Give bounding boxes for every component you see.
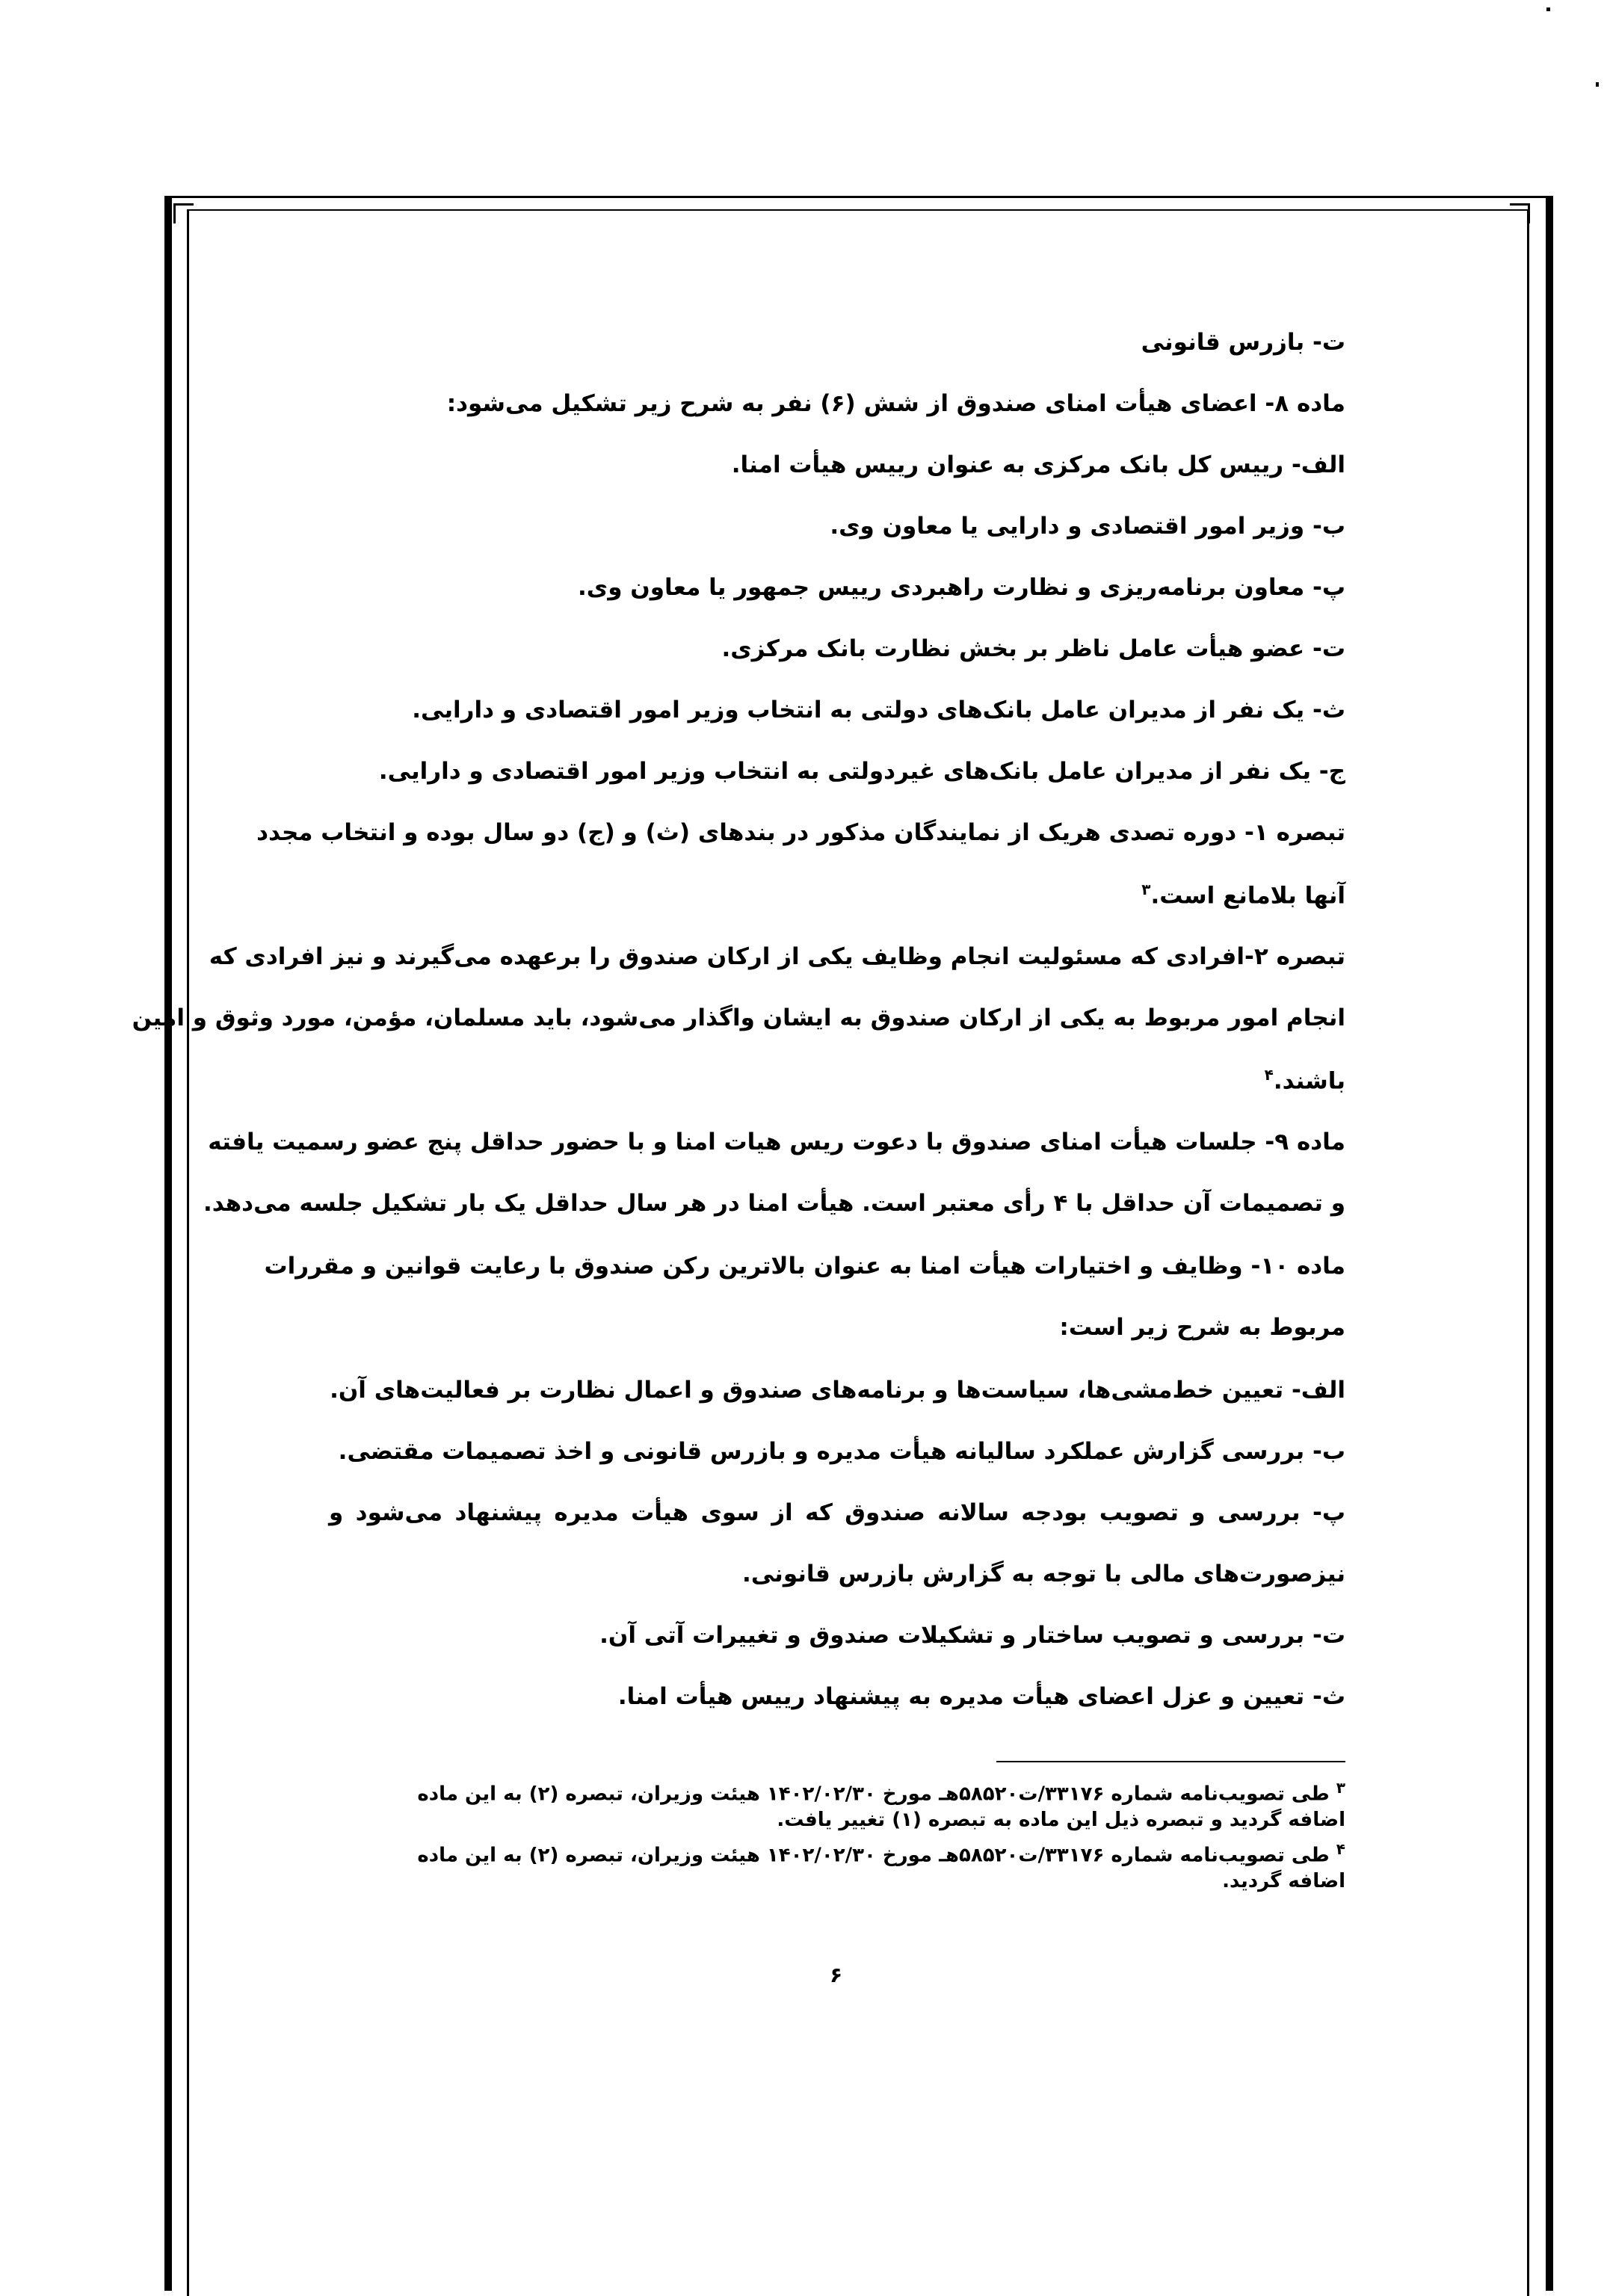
footnote-4-cont: اضافه گردید. bbox=[1222, 1870, 1345, 1892]
article-10: ماده ۱۰- وظایف و اختیارات هیأت امنا به عنوان بالاترین رکن صندوق با رعایت قوانین و مقررات bbox=[264, 1253, 1345, 1280]
clause-t: ت- بازرس قانونی bbox=[1141, 329, 1345, 356]
clause-b: ب- وزیر امور اقتصادی و دارایی یا معاون وی. bbox=[830, 513, 1345, 540]
clause-p: پ- معاون برنامه‌ریزی و نظارت راهبردی رییس جمهور یا معاون وی. bbox=[578, 574, 1345, 601]
article-10-cont: مربوط به شرح زیر است: bbox=[1059, 1314, 1345, 1341]
footnote-separator bbox=[996, 1761, 1345, 1762]
border-corner-ornament bbox=[173, 203, 194, 223]
clause-t2: ت- عضو هیأت عامل ناظر بر بخش نظارت بانک مرکزی. bbox=[721, 635, 1345, 662]
footnote-ref: ۴ bbox=[1264, 1066, 1274, 1084]
duty-p: پ- بررسی و تصویب بودجه سالانه صندوق که از سوی هیأت مدیره پیشنهاد می‌شود و bbox=[329, 1499, 1345, 1526]
footnote-mark: ۴ bbox=[1336, 1840, 1345, 1858]
clause-s: ث- یک نفر از مدیران عامل بانک‌های دولتی به انتخاب وزیر امور اقتصادی و دارایی. bbox=[412, 697, 1345, 723]
footnote-mark: ۳ bbox=[1336, 1779, 1345, 1797]
clause-j: ج- یک نفر از مدیران عامل بانک‌های غیردولتی به انتخاب وزیر امور اقتصادی و دارایی. bbox=[378, 758, 1345, 785]
note-2-end: باشند.$^۴$ bbox=[1264, 1066, 1345, 1095]
page-number: ۶ bbox=[830, 1963, 843, 1987]
duty-t: ت- بررسی و تصویب ساختار و تشکیلات صندوق و تغییرات آتی آن. bbox=[599, 1622, 1345, 1649]
duty-b: ب- بررسی گزارش عملکرد سالیانه هیأت مدیره و بازرس قانونی و اخذ تصمیمات مقتضی. bbox=[338, 1438, 1345, 1465]
footnote-4: $^۴$ طی تصویب‌نامه شماره ۳۳۱۷۶/ت۵۸۵۲۰هـ مورخ ۱۴۰۲/۰۲/۳۰ هیئت وزیران، تبصره (۲) به این ماده bbox=[417, 1840, 1345, 1867]
note-1-cont: آنها بلامانع است.$^۳$ bbox=[1141, 880, 1345, 910]
clause-alef: الف- رییس کل بانک مرکزی به عنوان رییس هیأت امنا. bbox=[731, 451, 1345, 478]
border-corner-ornament bbox=[1510, 203, 1530, 223]
article-9-cont: و تصمیمات آن حداقل با ۴ رأی معتبر است. هیأت امنا در هر سال حداقل یک بار تشکیل جلسه می‌دهد. bbox=[203, 1190, 1345, 1217]
duty-alef: الف- تعیین خط‌مشی‌ها، سیاست‌ها و برنامه‌های صندوق و اعمال نظارت بر فعالیت‌های آن. bbox=[330, 1377, 1345, 1404]
footnote-3: $^۳$ طی تصویب‌نامه شماره ۳۳۱۷۶/ت۵۸۵۲۰هـ مورخ ۱۴۰۲/۰۲/۳۰ هیئت وزیران، تبصره (۲) به این ماده bbox=[417, 1779, 1345, 1806]
article-8: ماده ۸- اعضای هیأت امنای صندوق از شش (۶) نفر به شرح زیر تشکیل می‌شود: bbox=[446, 390, 1345, 417]
scan-speck bbox=[1546, 7, 1550, 11]
article-9: ماده ۹- جلسات هیأت امنای صندوق با دعوت ریس هیات امنا و با حضور حداقل پنج عضو رسمیت یافته bbox=[208, 1129, 1345, 1155]
note-2-cont: انجام امور مربوط به یکی از ارکان صندوق به ایشان واگذار می‌شود، باید مسلمان، مؤمن، مورد وثوق و امین bbox=[132, 1004, 1345, 1031]
footnote-ref: ۳ bbox=[1141, 880, 1151, 898]
duty-s: ث- تعیین و عزل اعضای هیأت مدیره به پیشنهاد رییس هیأت امنا. bbox=[617, 1683, 1345, 1710]
note-2: تبصره ۲-افرادی که مسئولیت انجام وظایف یکی از ارکان صندوق را برعهده می‌گیرند و نیز افرادی که bbox=[209, 943, 1345, 970]
footnote-3-cont: اضافه گردید و تبصره ذیل این ماده به تبصره (۱) تغییر یافت. bbox=[777, 1809, 1345, 1831]
duty-p-cont: نیزصورت‌های مالی با توجه به گزارش بازرس قانونی. bbox=[742, 1561, 1345, 1587]
note-1: تبصره ۱- دوره تصدی هریک از نمایندگان مذکور در بندهای (ث) و (ج) دو سال بوده و انتخاب مجدد bbox=[256, 819, 1345, 846]
scan-speck bbox=[1596, 82, 1599, 87]
